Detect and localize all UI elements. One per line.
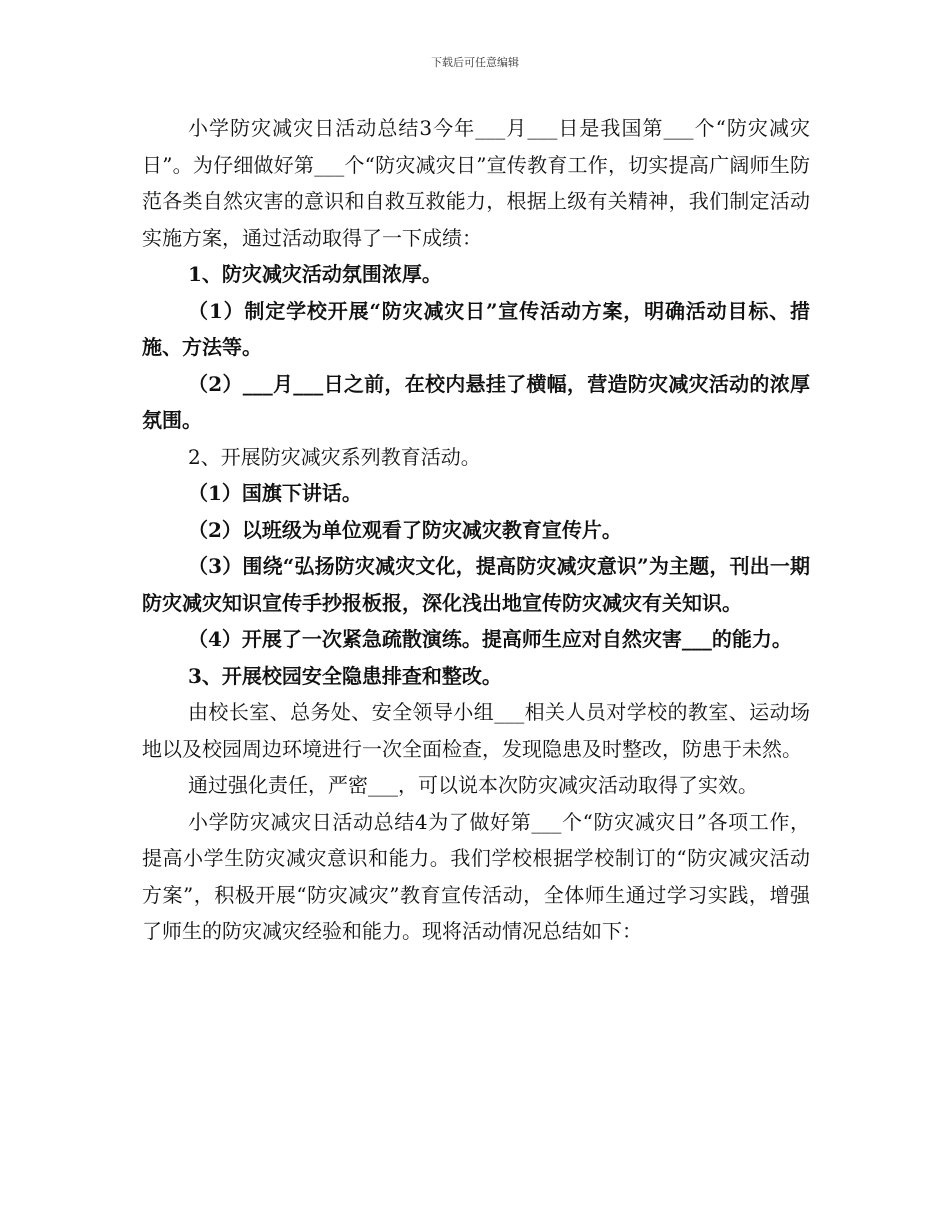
heading-section-2: 2、开展防灾减灾系列教育活动。	[188, 444, 481, 469]
document-body	[142, 110, 810, 950]
paragraph-conclusion: 通过强化责任，严密___，可以说本次防灾减灾活动取得了实效。	[188, 773, 758, 797]
paragraph-item-1-2: （2）___月___日之前，在校内悬挂了横幅，营造防灾减灾活动的浓厚氛围。	[142, 371, 810, 432]
paragraph-item-2-1: （1）国旗下讲话。	[188, 481, 362, 505]
paragraph-intro-summary-3: 小学防灾减灾日活动总结3今年___月___日是我国第___个“防灾减灾日”。为仔细做好第___个“防灾减灾日”宣传教育工作，切实提高广阔师生防范各类自然灾害的意识和自救互救能力，根据上级有关精神，我们制定活动实施方案，通过活动取得了一下成绩：	[142, 116, 810, 250]
page-header: 下载后可任意编辑	[431, 56, 519, 69]
paragraph-item-2-3: （3）围绕“弘扬防灾减灾文化，提高防灾减灾意识”为主题，刊出一期防灾减灾知识宣传手抄报板报，深化浅出地宣传防灾减灾有关知识。	[142, 554, 810, 615]
paragraph-item-1-1: （1）制定学校开展“防灾减灾日”宣传活动方案，明确活动目标、措施、方法等。	[142, 298, 810, 359]
paragraph-intro-summary-4: 小学防灾减灾日活动总结4为了做好第___个“防灾减灾日”各项工作，提高小学生防灾减灾意识和能力。我们学校根据学校制订的“防灾减灾活动方案”，积极开展“防灾减灾”教育宣传活动，全体师生通过学习实践，增强了师生的防灾减灾经验和能力。现将活动情况总结如下：	[142, 809, 810, 943]
paragraph-item-2-2: （2）以班级为单位观看了防灾减灾教育宣传片。	[188, 517, 622, 542]
heading-section-3: 3、开展校园安全隐患排查和整改。	[188, 663, 502, 688]
paragraph-item-2-4: （4）开展了一次紧急疏散演练。提高师生应对自然灾害___的能力。	[188, 627, 792, 651]
paragraph-section-3-body: 由校长室、总务处、安全领导小组___相关人员对学校的教室、运动场地以及校园周边环境进行一次全面检查，发现隐患及时整改，防患于未然。	[142, 700, 810, 761]
heading-section-1: 1、防灾减灾活动氛围浓厚。	[188, 262, 442, 286]
